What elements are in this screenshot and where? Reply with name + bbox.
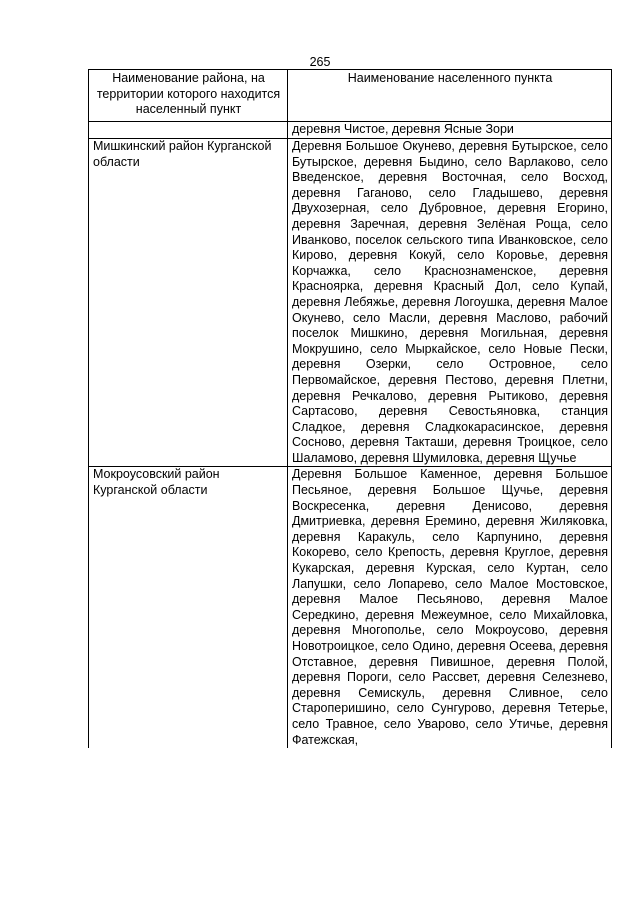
settlements-table [88, 69, 612, 748]
page-number: 265 [309, 55, 331, 69]
table-row [89, 139, 612, 467]
district-cell [89, 122, 288, 139]
table-header [89, 70, 612, 122]
column-header-district: Наименование района, на территории которого находится населенный пункт [89, 70, 288, 122]
column-header-settlement: Наименование населенного пункта [288, 70, 612, 122]
header-row [89, 70, 612, 122]
settlements-cell: Деревня Большое Каменное, деревня Большое Песьяное, деревня Большое Щучье, деревня Воскресенка, деревня Денисово, деревня Дмитриевка, деревня Еремино, деревня Жиляковка, деревня Каракуль, село Карпунино, деревня Кокорево, село Крепость, деревня Круглое, деревня Кукарская, деревня Курская, село Куртан, село Лапушки, село Лопарево, село Малое Мостовское, деревня Малое Песьяново, деревня Малое Середкино, деревня Межеумное, село Михайловка, деревня Многополье, село Мокроусово, деревня Новотроицкое, село Одино, деревня Осеева, деревня Отставное, деревня Пивишное, деревня Полой, деревня Пороги, село Рассвет, деревня Селезнево, деревня Семискуль, деревня Сливное, село Староперишино, село Сунгурово, деревня Тетерье, село Травное, село Уварово, село Утичье, деревня Фатежская, [288, 467, 612, 748]
settlements-cell: деревня Чистое, деревня Ясные Зори [288, 122, 612, 139]
settlements-cell: Деревня Большое Окунево, деревня Бутырское, село Бутырское, деревня Быдино, село Варлаково, село Введенское, деревня Восточная, село Восход, деревня Гаганово, село Гладышево, деревня Двухозерная, село Дубровное, деревня Егорино, деревня Заречная, деревня Зелёная Роща, село Иванково, поселок сельского типа Иванковское, село Кирово, деревня Кокуй, село Коровье, деревня Корчажка, село Краснознаменское, деревня Красноярка, деревня Красный Дол, село Купай, деревня Лебяжье, деревня Логоушка, деревня Малое Окунево, село Масли, деревня Маслово, рабочий поселок Мишкино, деревня Могильная, деревня Мокрушино, село Мыркайское, село Новые Пески, деревня Озерки, село Островное, село Первомайское, деревня Пестово, деревня Плетни, деревня Речкалово, деревня Рытиково, деревня Сартасово, деревня Севостьяновка, станция Сладкое, деревня Сладкокарасинское, деревня Сосново, деревня Такташи, деревня Троицкое, село Шаламово, деревня Шумиловка, деревня Щучье [288, 139, 612, 467]
table-row [89, 467, 612, 748]
district-cell: Мокроусовский район Курганской области [89, 467, 288, 748]
table-row-continuation [89, 122, 612, 139]
district-cell: Мишкинский район Курганской области [89, 139, 288, 467]
